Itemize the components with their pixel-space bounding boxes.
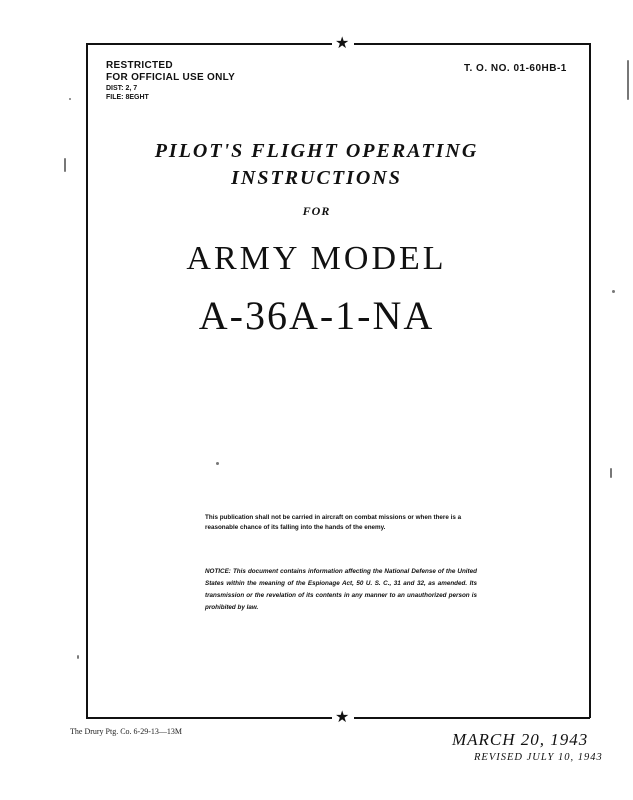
- publication-date: MARCH 20, 1943: [452, 730, 589, 749]
- for-label: FOR: [302, 204, 331, 218]
- distribution-code: DIST: 2, 7: [106, 85, 138, 92]
- classification-restricted: RESTRICTED: [106, 60, 173, 71]
- espionage-notice: NOTICE: This document contains information affecting the National Defense of the United States within the meaning of the Espionage Act, 50 U. S. C., 31 and 32, as amended. Its transmission or the revelation of its contents in any manner to an unauthorized person is prohibited by law.: [205, 568, 477, 611]
- aircraft-designation: A-36A-1-NA: [198, 293, 435, 338]
- title-line-1: PILOT'S FLIGHT OPERATING: [154, 140, 479, 162]
- file-code: FILE: 8EGHT: [106, 94, 149, 101]
- scan-speck: [612, 290, 615, 293]
- bottom-border-left: [86, 717, 332, 719]
- technical-order-number: T. O. NO. 01-60HB-1: [464, 63, 567, 74]
- scan-speck: [77, 655, 79, 659]
- title-line-2: INSTRUCTIONS: [231, 167, 402, 189]
- scan-speck: [627, 60, 629, 100]
- bottom-border-right: [354, 717, 590, 719]
- scan-speck: [64, 158, 66, 172]
- scan-speck: [216, 462, 219, 465]
- scan-speck: [69, 98, 71, 100]
- scan-speck: [610, 468, 612, 478]
- model-heading: ARMY MODEL: [186, 240, 447, 277]
- star-icon: ★: [335, 707, 350, 726]
- classification-official-use: FOR OFFICIAL USE ONLY: [106, 72, 236, 83]
- combat-warning: This publication shall not be carried in aircraft on combat missions or when there is a reasonable chance of its falling into the hands of the enemy.: [205, 514, 462, 531]
- revision-date: REVISED JULY 10, 1943: [474, 752, 603, 763]
- star-icon: ★: [335, 33, 350, 52]
- top-border-right: [354, 43, 590, 45]
- classification-block: [106, 60, 235, 102]
- printer-imprint: The Drury Ptg. Co. 6-29-13—13M: [70, 727, 182, 736]
- top-border-left: [86, 43, 332, 45]
